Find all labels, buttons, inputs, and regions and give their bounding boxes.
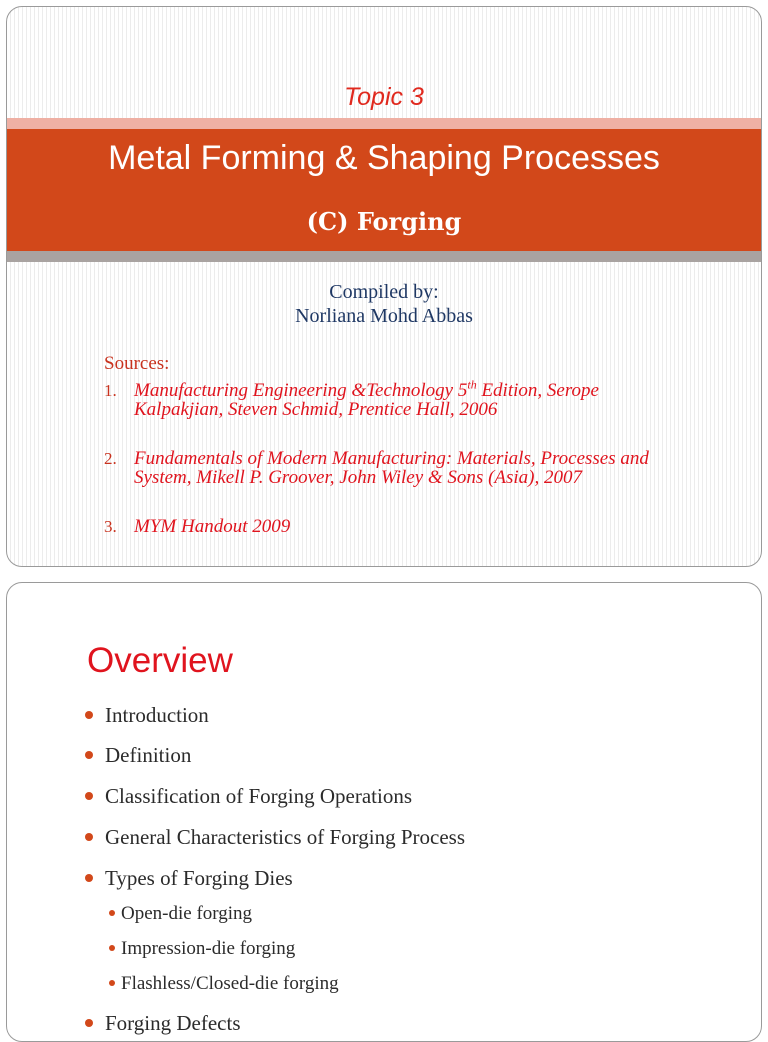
bullet-item: Definition — [85, 743, 191, 768]
source-item — [104, 517, 704, 536]
sub-bullet-item: Flashless/Closed-die forging — [109, 973, 339, 995]
compiled-by — [7, 280, 761, 328]
source-text: MYM Handout 2009 — [134, 516, 291, 537]
bullet-item: Introduction — [85, 703, 209, 728]
overview-slide — [6, 582, 762, 1042]
bullet-dot-icon — [85, 711, 93, 719]
bullet-dot-icon — [85, 792, 93, 800]
slide-subtitle: (C) Forging — [306, 207, 462, 236]
title-band — [7, 129, 761, 251]
source-number: 2. — [104, 449, 117, 468]
bullet-dot-icon — [85, 751, 93, 759]
title-slide — [6, 6, 762, 567]
accent-band-grey — [7, 251, 761, 262]
bullet-dot-icon — [109, 910, 115, 916]
topic-label: Topic 3 — [344, 83, 424, 111]
source-number: 1. — [104, 381, 117, 400]
sub-bullet-item: Open-die forging — [109, 903, 252, 925]
overview-heading: Overview — [87, 641, 233, 680]
bullet-dot-icon — [85, 1019, 93, 1027]
source-item — [104, 377, 704, 420]
author-name: Norliana Mohd Abbas — [295, 305, 473, 327]
sub-bullet-item: Impression-die forging — [109, 938, 295, 960]
bullet-dot-icon — [85, 833, 93, 841]
bullet-dot-icon — [109, 980, 115, 986]
slide-title: Metal Forming & Shaping Processes — [108, 139, 660, 177]
source-number: 3. — [104, 517, 117, 536]
bullet-dot-icon — [109, 945, 115, 951]
bullet-item: Types of Forging Dies — [85, 866, 293, 891]
source-text: Fundamentals of Modern Manufacturing: Materials, Processes and System, Mikell P. Groover, John Wiley & Sons (Asia), 2007 — [134, 448, 649, 488]
bullet-dot-icon — [85, 874, 93, 882]
bullet-item: Classification of Forging Operations — [85, 784, 412, 809]
accent-band-light — [7, 118, 761, 129]
compiled-by-label: Compiled by: — [329, 281, 439, 303]
source-text: Manufacturing Engineering &Technology 5th Edition, Serope Kalpakjian, Steven Schmid, Prentice Hall, 2006 — [134, 377, 599, 420]
source-item — [104, 449, 704, 487]
bullet-item: General Characteristics of Forging Process — [85, 825, 465, 850]
bullet-item: Forging Defects — [85, 1011, 241, 1036]
sources-label: Sources: — [104, 353, 170, 374]
